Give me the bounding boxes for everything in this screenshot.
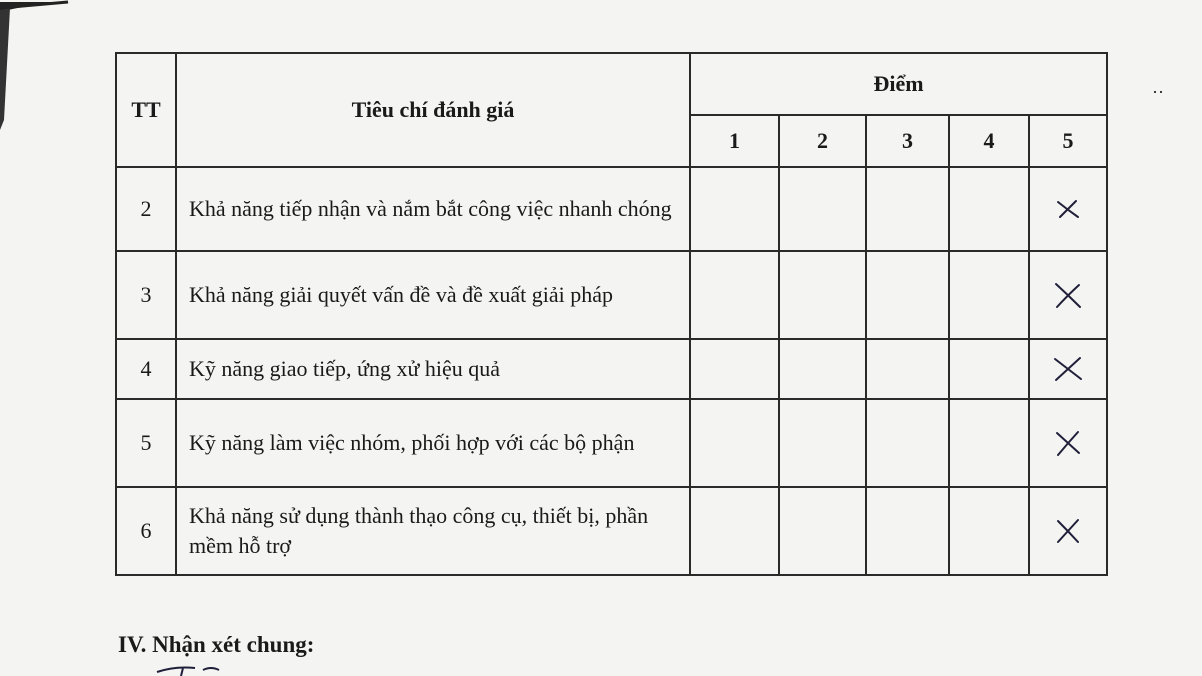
score-cell-1 [690,399,779,487]
header-score-2: 2 [779,115,866,167]
table-row [116,399,1107,487]
evaluation-table [115,52,1108,576]
header-tt: TT [116,53,176,167]
handwritten-x-icon [1052,355,1084,383]
score-cell-5 [1029,251,1107,339]
header-score-5: 5 [1029,115,1107,167]
score-cell-1 [690,251,779,339]
handwritten-x-icon [1053,429,1083,457]
header-score-1: 1 [690,115,779,167]
handwritten-x-icon [1054,517,1082,545]
row-number: 2 [116,167,176,251]
table-row [116,251,1107,339]
score-cell-1 [690,339,779,399]
score-cell-2 [779,167,866,251]
score-cell-3 [866,399,949,487]
criteria-text: Khả năng tiếp nhận và nắm bắt công việc nhanh chóng [176,167,690,251]
row-number: 4 [116,339,176,399]
stray-dots: ·· [1152,82,1164,102]
score-cell-3 [866,251,949,339]
score-cell-3 [866,339,949,399]
header-score-3: 3 [866,115,949,167]
score-cell-4 [949,167,1029,251]
score-cell-2 [779,251,866,339]
table-row [116,339,1107,399]
score-cell-5 [1029,487,1107,575]
section-heading: IV. Nhận xét chung: [118,632,315,657]
score-cell-4 [949,339,1029,399]
header-score: Điểm [690,53,1107,115]
score-cell-3 [866,487,949,575]
row-number: 3 [116,251,176,339]
score-cell-4 [949,487,1029,575]
row-number: 6 [116,487,176,575]
score-cell-5 [1029,167,1107,251]
score-cell-5 [1029,399,1107,487]
table-row [116,487,1107,575]
score-cell-5 [1029,339,1107,399]
score-cell-4 [949,251,1029,339]
criteria-text: Khả năng giải quyết vấn đề và đề xuất giải pháp [176,251,690,339]
score-cell-1 [690,167,779,251]
handwriting-fragment [155,662,225,676]
score-cell-2 [779,487,866,575]
score-cell-3 [866,167,949,251]
score-cell-4 [949,399,1029,487]
score-cell-1 [690,487,779,575]
criteria-text: Kỹ năng làm việc nhóm, phối hợp với các bộ phận [176,399,690,487]
header-criteria: Tiêu chí đánh giá [176,53,690,167]
score-cell-2 [779,399,866,487]
header-score-4: 4 [949,115,1029,167]
criteria-text: Kỹ năng giao tiếp, ứng xử hiệu quả [176,339,690,399]
score-cell-2 [779,339,866,399]
table-row [116,167,1107,251]
criteria-text: Khả năng sử dụng thành thạo công cụ, thiết bị, phần mềm hỗ trợ [176,487,690,575]
handwritten-x-icon [1054,198,1082,220]
row-number: 5 [116,399,176,487]
handwritten-x-icon [1052,281,1084,309]
